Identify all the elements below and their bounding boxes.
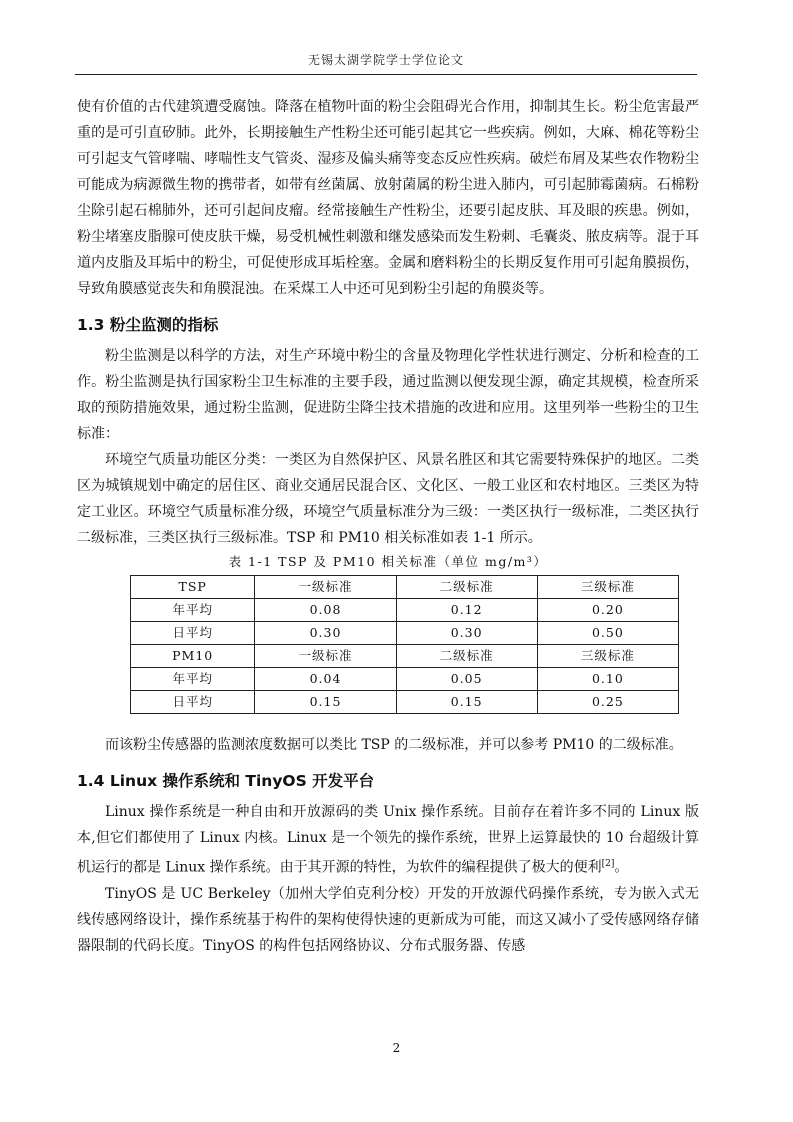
table-row bbox=[131, 622, 679, 645]
table-cell: 二级标准 bbox=[396, 576, 537, 599]
table-cell: 年平均 bbox=[131, 599, 255, 622]
table-cell: 三级标准 bbox=[537, 645, 678, 668]
section-title-1-4: 1.4 Linux 操作系统和 TinyOS 开发平台 bbox=[77, 772, 375, 790]
table-cell: 日平均 bbox=[131, 691, 255, 714]
running-header: 无锡太湖学院学士学位论文 bbox=[75, 52, 697, 75]
table-caption: 表 1-1 TSP 及 PM10 相关标准（单位 mg/m³） bbox=[228, 554, 548, 569]
table-cell: 0.08 bbox=[255, 599, 396, 622]
table-cell: 0.50 bbox=[537, 622, 678, 645]
table-cell: 一级标准 bbox=[255, 645, 396, 668]
paragraph-linux bbox=[77, 799, 699, 881]
paragraph-air-quality: 环境空气质量功能区分类：一类区为自然保护区、风景名胜区和其它需要特殊保护的地区。二类区为城镇规划中确定的居住区、商业交通居民混合区、文化区、一般工业区和农村地区。三类区为特定工业区。环境空气质量标准分级，环境空气质量标准分为三级：一类区执行一级标准，二类区执行二级标准，三类区执行三级标准。TSP 和 PM10 相关标准如表 1-1 所示。 bbox=[77, 452, 699, 546]
table-cell: 0.04 bbox=[255, 668, 396, 691]
paragraph-dust-monitoring: 粉尘监测是以科学的方法，对生产环境中粉尘的含量及物理化学性状进行测定、分析和检查的工作。粉尘监测是执行国家粉尘卫生标准的主要手段，通过监测以便发现尘源，确定其规模，检查所采取的预防措施效果，通过粉尘监测，促进防尘降尘技术措施的改进和应用。这里列举一些粉尘的卫生标准： bbox=[77, 348, 699, 442]
table-row bbox=[131, 691, 679, 714]
table-cell: 0.12 bbox=[396, 599, 537, 622]
linux-text: Linux 操作系统是一种自由和开放源码的类 Unix 操作系统。目前存在着许多不同的 Linux 版本,但它们都使用了 Linux 内核。Linux 是一个领先的操作系统，世界上运算最快的 10 台超级计算机运行的都是 Linux 操作系统。由于其开源的特性，为软件的编程提供了极大的便利 bbox=[77, 804, 699, 876]
page-number: 2 bbox=[392, 1041, 401, 1055]
citation-ref[interactable]: [2] bbox=[601, 859, 615, 869]
table-cell: 0.30 bbox=[255, 622, 396, 645]
table-row bbox=[131, 668, 679, 691]
table-row bbox=[131, 576, 679, 599]
table-cell: 0.15 bbox=[396, 691, 537, 714]
table-cell: 0.30 bbox=[396, 622, 537, 645]
table-cell: 二级标准 bbox=[396, 645, 537, 668]
table-cell: 一级标准 bbox=[255, 576, 396, 599]
table-cell: 0.20 bbox=[537, 599, 678, 622]
page-body bbox=[77, 94, 699, 959]
paragraph-tinyos: TinyOS 是 UC Berkeley（加州大学伯克利分校）开发的开放源代码操作系统，专为嵌入式无线传感网络设计，操作系统基于构件的架构使得快速的更新成为可能，而这又减小了受传感网络存储器限制的代码长度。TinyOS 的构件包括网络协议、分布式服务器、传感 bbox=[77, 885, 699, 954]
table-cell: 0.15 bbox=[255, 691, 396, 714]
table-cell: 0.05 bbox=[396, 668, 537, 691]
table-cell: 0.10 bbox=[537, 668, 678, 691]
table-cell: 日平均 bbox=[131, 622, 255, 645]
table-cell: 年平均 bbox=[131, 668, 255, 691]
paragraph-intro: 使有价值的古代建筑遭受腐蚀。降落在植物叶面的粉尘会阻碍光合作用，抑制其生长。粉尘危害最严重的是可引直矽肺。此外，长期接触生产性粉尘还可能引起其它一些疾病。例如，大麻、棉花等粉尘可引起支气管哮喘、哮喘性支气管炎、湿疹及偏头痛等变态反应性疾病。破烂布屑及某些农作物粉尘可能成为病源微生物的携带者，如带有丝菌属、放射菌属的粉尘进入肺内，可引起肺霉菌病。石棉粉尘除引起石棉肺外，还可引起间皮瘤。经常接触生产性粉尘，还要引起皮肤、耳及眼的疾患。例如，粉尘堵塞皮脂腺可使皮肤干燥，易受机械性刺激和继发感染而发生粉刺、毛囊炎、脓皮病等。混于耳道内皮脂及耳垢中的粉尘，可促使形成耳垢栓塞。金属和磨料粉尘的长期反复作用可引起角膜损伤，导致角膜感觉丧失和角膜混浊。在采煤工人中还可见到粉尘引起的角膜炎等。 bbox=[77, 99, 699, 297]
linux-text-end: 。 bbox=[614, 859, 629, 876]
standards-table bbox=[130, 575, 679, 714]
table-cell: TSP bbox=[131, 576, 255, 599]
table-row bbox=[131, 645, 679, 668]
table-cell: 三级标准 bbox=[537, 576, 678, 599]
paragraph-sensor-comparison: 而该粉尘传感器的监测浓度数据可以类比 TSP 的二级标准，并可以参考 PM10 的二级标准。 bbox=[105, 737, 683, 753]
table-cell: PM10 bbox=[131, 645, 255, 668]
section-title-1-3: 1.3 粉尘监测的指标 bbox=[77, 316, 219, 334]
table-cell: 0.25 bbox=[537, 691, 678, 714]
table-row bbox=[131, 599, 679, 622]
